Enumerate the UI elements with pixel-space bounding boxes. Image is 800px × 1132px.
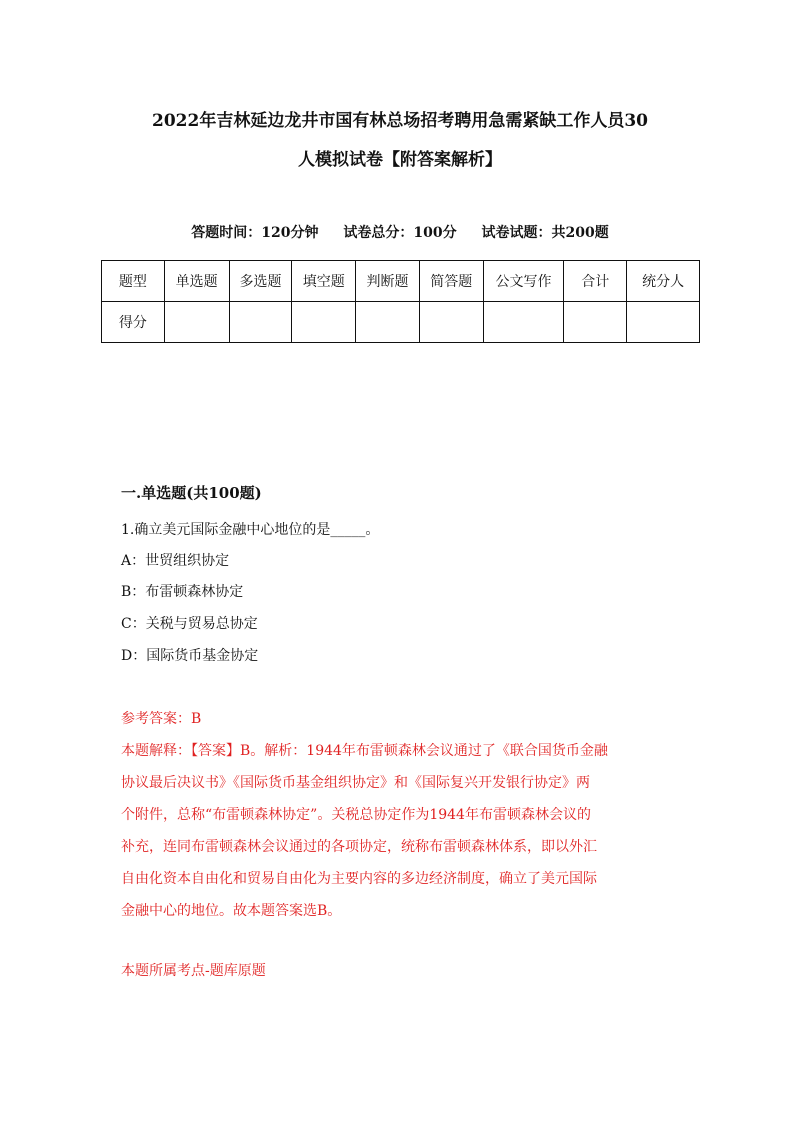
option-c: C：关税与贸易总协定 [121,616,258,632]
explanation-line: 自由化资本自由化和贸易自由化为主要内容的多边经济制度，确立了美元国际 [121,871,597,887]
section-heading: 一.单选题(共100题) [121,484,262,502]
score-header-cell: 公文写作 [483,261,564,302]
score-cell [419,302,483,343]
question-source: 本题所属考点-题库原题 [121,963,266,979]
score-header-cell: 单选题 [164,261,229,302]
score-header-cell: 填空题 [292,261,356,302]
score-cell [356,302,420,343]
explanation-line: 补充，连同布雷顿森林会议通过的各项协定，统称布雷顿森林体系，即以外汇 [121,839,597,855]
option-d: D：国际货币基金协定 [121,648,259,664]
explanation-line: 协议最后决议书》《国际货币基金组织协定》和《国际复兴开发银行协定》两 [121,775,590,791]
score-table-score-row [102,302,700,343]
score-header-cell: 合计 [564,261,627,302]
score-table-header-row [102,261,700,302]
score-cell [292,302,356,343]
score-row-label: 得分 [102,302,165,343]
score-header-cell: 多选题 [229,261,292,302]
score-cell [164,302,229,343]
page-title-line-1: 2022年吉林延边龙井市国有林总场招考聘用急需紧缺工作人员30 [152,111,648,131]
exam-total-score: 试卷总分：100分 [343,225,457,241]
explanation-line: 个附件，总称“布雷顿森林协定”。关税总协定作为1944年布雷顿森林会议的 [121,807,591,823]
exam-time: 答题时间：120分钟 [191,225,319,241]
exam-info [100,222,700,242]
answer-explanation [121,735,691,927]
score-cell [229,302,292,343]
option-b: B：布雷顿森林协定 [121,584,244,600]
score-table [101,260,700,343]
score-cell [483,302,564,343]
score-header-cell: 统分人 [627,261,700,302]
question-stem: 1.确立美元国际金融中心地位的是_____。 [121,522,380,538]
explanation-line: 金融中心的地位。故本题答案选B。 [121,903,342,919]
option-a: A：世贸组织协定 [121,553,230,569]
reference-answer: 参考答案：B [121,711,202,727]
score-header-cell: 简答题 [419,261,483,302]
score-cell [564,302,627,343]
exam-question-count: 试卷试题：共200题 [481,225,609,241]
explanation-line: 本题解释：【答案】B。解析：1944年布雷顿森林会议通过了《联合国货币金融 [121,743,608,759]
score-cell [627,302,700,343]
score-header-cell: 判断题 [356,261,420,302]
score-header-cell: 题型 [102,261,165,302]
page-title-line-2: 人模拟试卷【附答案解析】 [298,150,502,170]
